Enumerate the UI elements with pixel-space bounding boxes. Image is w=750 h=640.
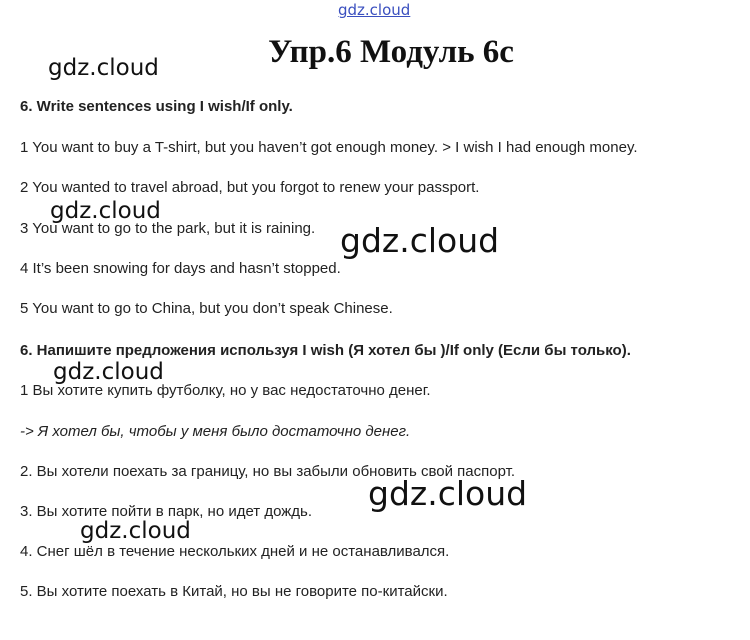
watermark: gdz.cloud [368, 474, 528, 513]
russian-item-1: 1 Вы хотите купить футболку, но у вас недостаточно денег. [20, 382, 431, 399]
page-title: Упр.6 Модуль 6с [268, 34, 514, 70]
watermark: gdz.cloud [340, 221, 500, 260]
russian-item-3: 3. Вы хотите пойти в парк, но идет дождь. [20, 503, 313, 520]
watermark: gdz.cloud [80, 518, 191, 544]
english-item-3: 3 You want to go to the park, but it is raining. [20, 220, 316, 237]
english-heading: 6. Write sentences using I wish/If only. [20, 98, 293, 115]
russian-item-4: 4. Снег шёл в течение нескольких дней и не останавливался. [20, 543, 450, 560]
english-item-2: 2 You wanted to travel abroad, but you forgot to renew your passport. [20, 179, 480, 196]
russian-item-2: 2. Вы хотели поехать за границу, но вы забыли обновить свой паспорт. [20, 463, 515, 480]
english-item-5: 5 You want to go to China, but you don’t speak Chinese. [20, 300, 393, 317]
english-item-1: 1 You want to buy a T-shirt, but you haven’t got enough money. > I wish I had enough money. [20, 139, 638, 156]
watermark: gdz.cloud [48, 55, 159, 81]
watermark: gdz.cloud [53, 359, 164, 385]
russian-heading: 6. Напишите предложения используя I wish (Я хотел бы )/If only (Если бы только). [20, 342, 631, 359]
watermark: gdz.cloud [50, 198, 161, 224]
russian-answer-1: -> Я хотел бы, чтобы у меня было достаточно денег. [20, 423, 411, 440]
watermark-link[interactable]: gdz.cloud [338, 1, 411, 19]
russian-item-5: 5. Вы хотите поехать в Китай, но вы не говорите по-китайски. [20, 583, 448, 600]
english-item-4: 4 It’s been snowing for days and hasn’t stopped. [20, 260, 341, 277]
